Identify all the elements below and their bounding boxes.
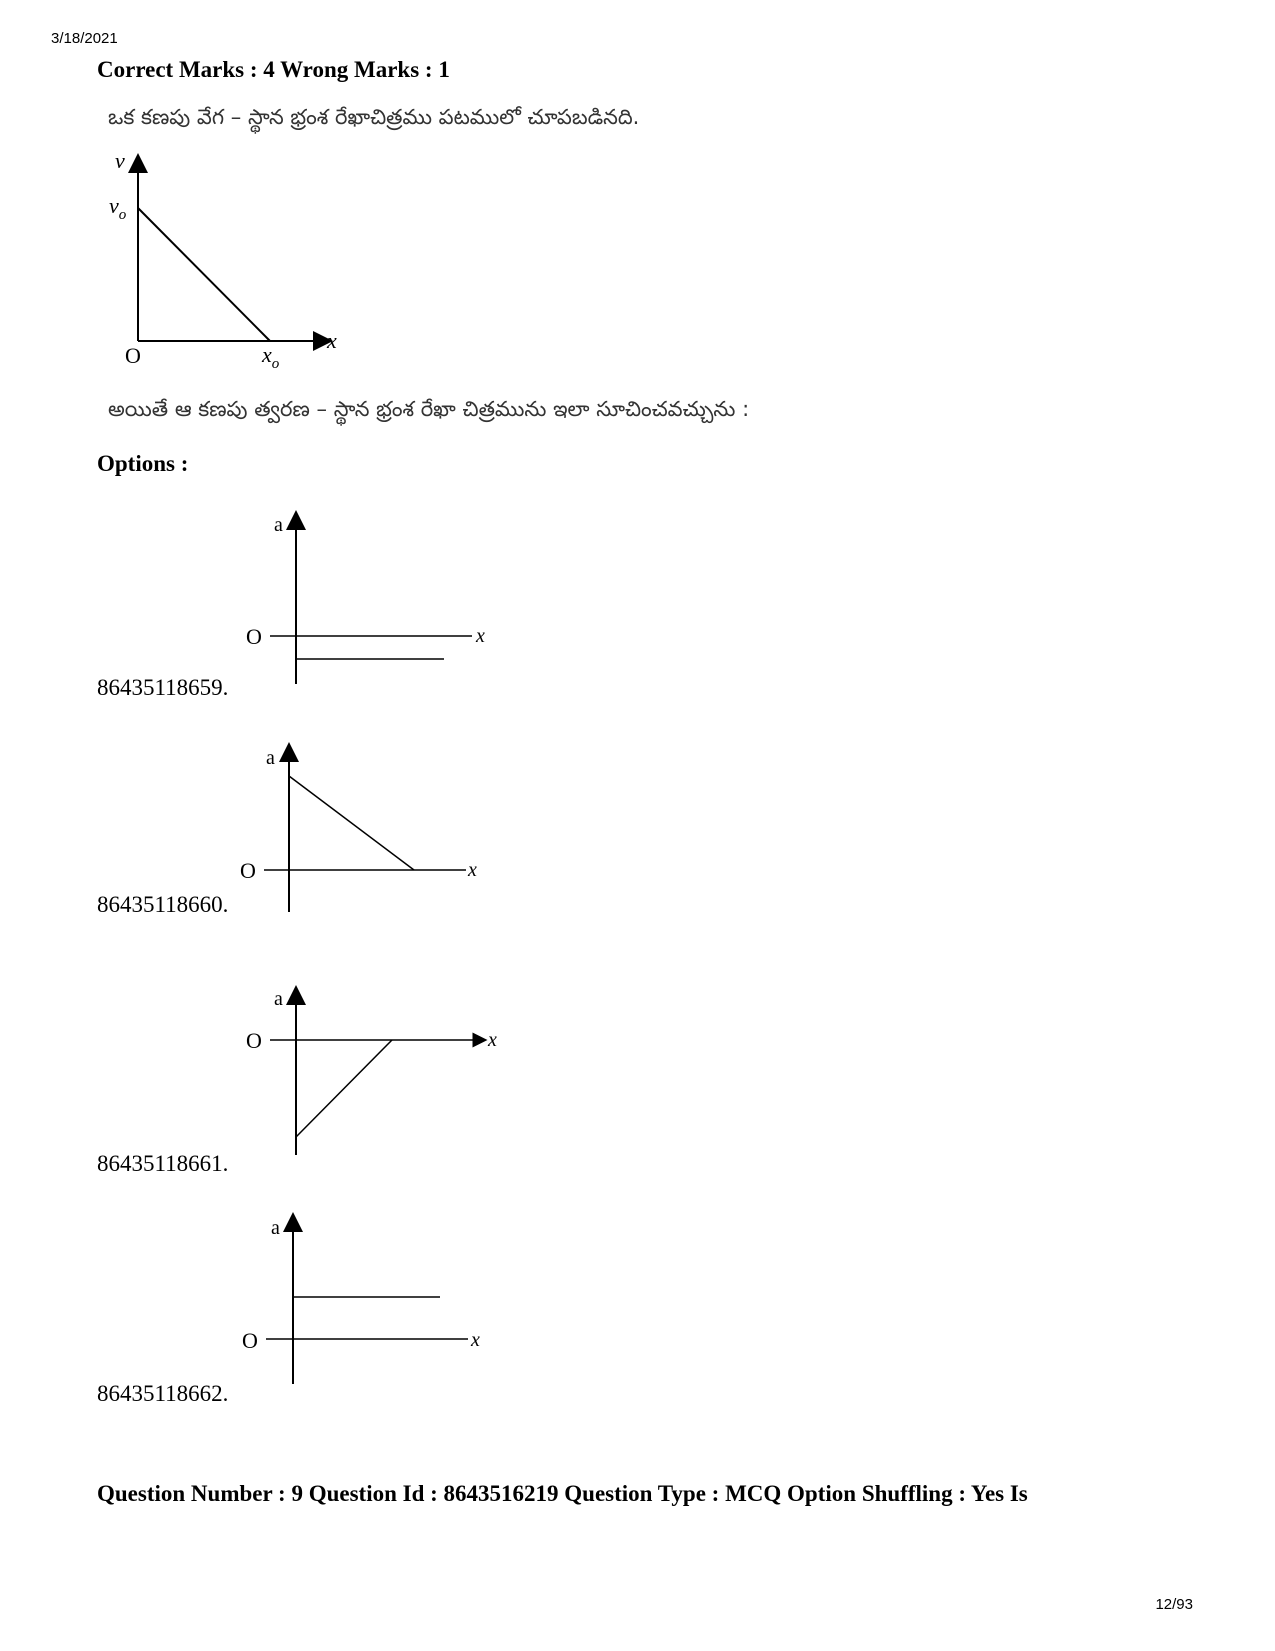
option-1-id[interactable]: 86435118659. (97, 675, 229, 700)
options-heading: Options : (97, 451, 189, 476)
origin-label: O (240, 858, 256, 883)
option-3-id[interactable]: 86435118661. (97, 1151, 229, 1176)
x-axis-label: x (488, 1029, 497, 1051)
v0-label: $v_o$ (109, 193, 127, 223)
x-axis-label: x (468, 859, 477, 881)
a-axis-label: a (266, 747, 275, 769)
velocity-line (138, 208, 270, 341)
acceleration-line (289, 776, 414, 870)
origin-label: O (125, 343, 141, 368)
acceleration-line (296, 1040, 392, 1137)
origin-label: O (246, 624, 262, 649)
option-4-graph[interactable] (238, 1212, 498, 1392)
option-3-graph[interactable] (240, 985, 510, 1160)
option-1-graph[interactable] (240, 510, 500, 690)
x-axis-label: x (327, 328, 337, 353)
option-4-id[interactable]: 86435118662. (97, 1381, 229, 1406)
x0-label: $x_o$ (262, 342, 280, 372)
option-2-graph[interactable] (236, 742, 496, 922)
a-axis-label: a (274, 988, 283, 1010)
origin-label: O (246, 1028, 262, 1053)
question-text-line-2: అయితే ఆ కణపు త్వరణ – స్థాన భ్రంశ రేఖా చిత్రమును ఇలా సూచించవచ్చును : (108, 397, 750, 421)
a-axis-label: a (271, 1217, 280, 1239)
next-question-line: Question Number : 9 Question Id : 8643516219 Question Type : MCQ Option Shuffling : Yes Is (97, 1481, 1028, 1506)
origin-label: O (242, 1328, 258, 1353)
marks-line: Correct Marks : 4 Wrong Marks : 1 (97, 57, 450, 82)
v-axis-label: v (115, 148, 125, 173)
x-axis-label: x (471, 1329, 480, 1351)
velocity-displacement-graph (95, 145, 355, 375)
x-axis-label: x (476, 625, 485, 647)
a-axis-label: a (274, 514, 283, 536)
page-number: 12/93 (1155, 1596, 1193, 1613)
print-date: 3/18/2021 (51, 30, 118, 47)
question-text-line-1: ఒక కణపు వేగ – స్థాన భ్రంశ రేఖాచిత్రము పటములో చూపబడినది. (108, 105, 640, 129)
option-2-id[interactable]: 86435118660. (97, 892, 229, 917)
